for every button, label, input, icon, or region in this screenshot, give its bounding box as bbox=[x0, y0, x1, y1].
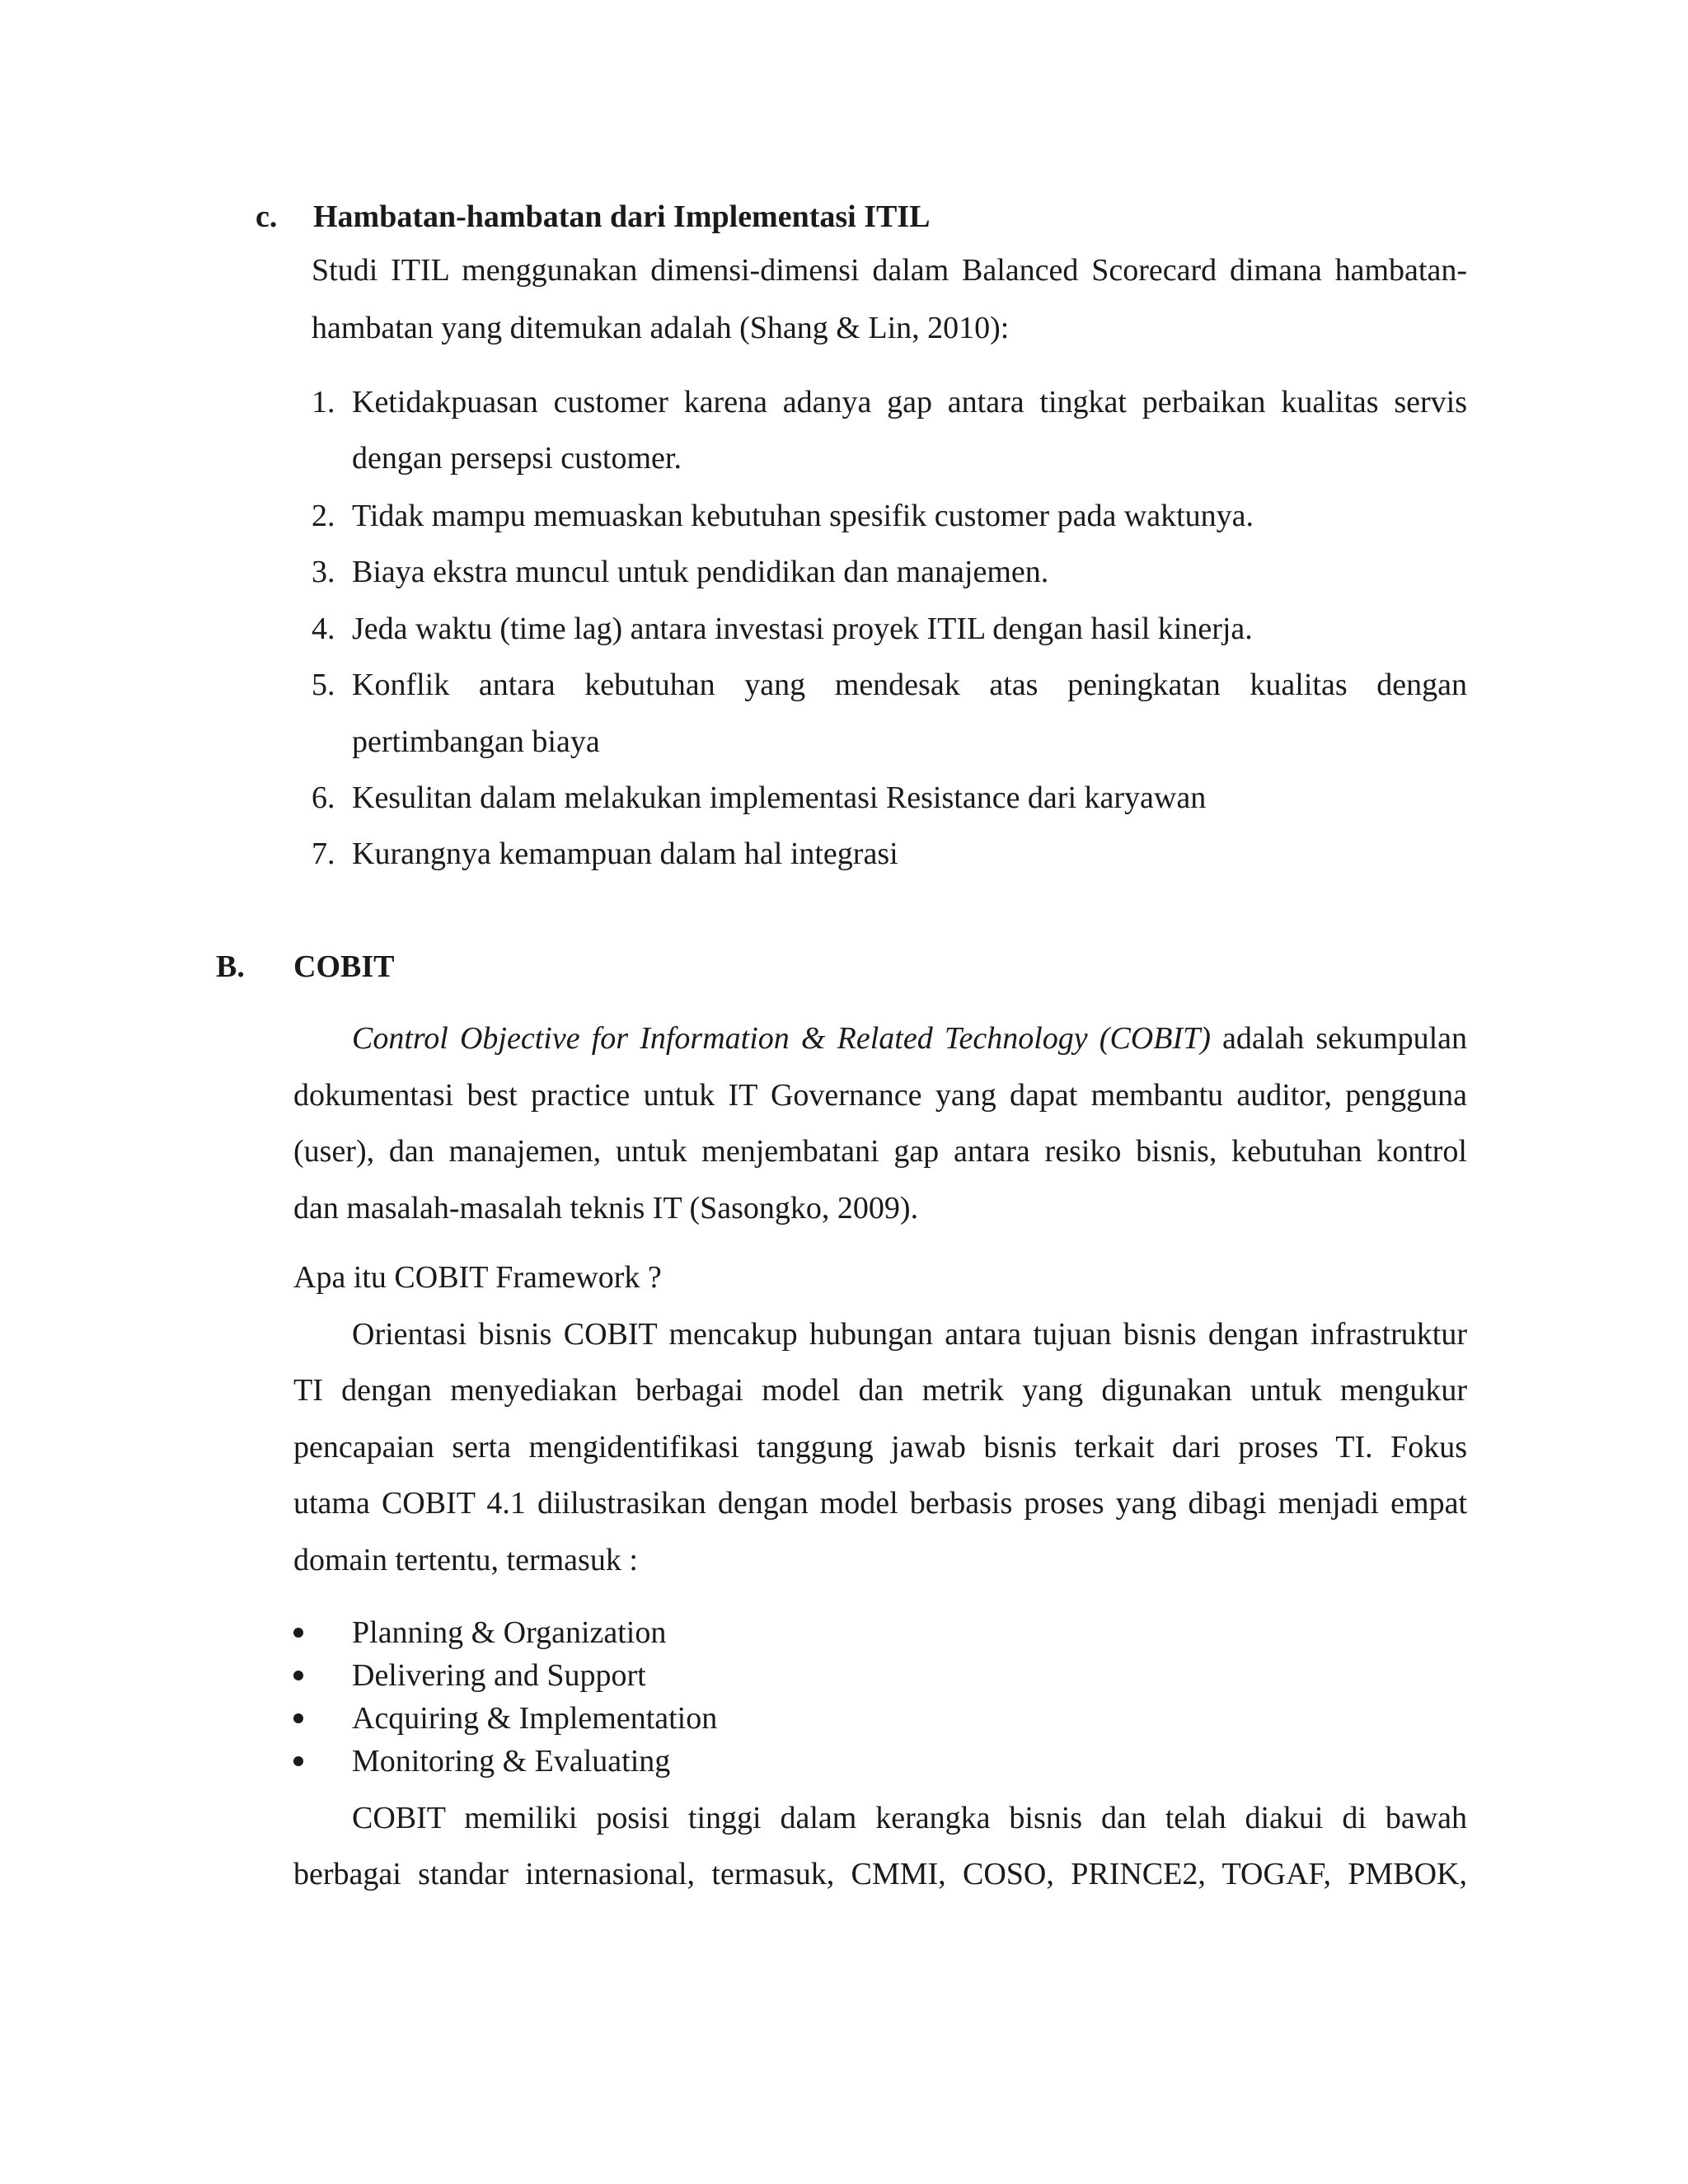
list-item: Delivering and Support bbox=[352, 1658, 646, 1693]
list-item: Planning & Organization bbox=[352, 1615, 667, 1650]
list-item-number: 2. bbox=[312, 499, 335, 533]
section-b-title: COBIT bbox=[293, 949, 395, 984]
cobit-orientation-line3: pencapaian serta mengidentifikasi tanggung jawab bisnis terkait dari proses TI. Fokus bbox=[293, 1430, 1467, 1465]
cobit-orientation-line2: TI dengan menyediakan berbagai model dan metrik yang digunakan untuk mengukur bbox=[293, 1373, 1467, 1408]
list-item-continuation: dengan persepsi customer. bbox=[352, 441, 682, 476]
list-item: Kurangnya kemampuan dalam hal integrasi bbox=[352, 837, 898, 871]
bullet-icon bbox=[293, 1671, 303, 1680]
cobit-orientation-line4: utama COBIT 4.1 diilustrasikan dengan model berbasis proses yang dibagi menjadi empat bbox=[293, 1486, 1467, 1521]
cobit-question: Apa itu COBIT Framework ? bbox=[293, 1260, 662, 1295]
list-item: Acquiring & Implementation bbox=[352, 1701, 718, 1736]
cobit-definition-line1 bbox=[352, 1019, 1467, 1057]
list-item: Kesulitan dalam melakukan implementasi Resistance dari karyawan bbox=[352, 780, 1207, 815]
list-item-number: 6. bbox=[312, 780, 335, 815]
list-item: Tidak mampu memuaskan kebutuhan spesifik customer pada waktunya. bbox=[352, 499, 1254, 533]
bullet-icon bbox=[293, 1756, 303, 1766]
list-item: Biaya ekstra muncul untuk pendidikan dan manajemen. bbox=[352, 555, 1049, 589]
section-c-label: c. bbox=[256, 199, 278, 234]
section-b-label: B. bbox=[216, 949, 245, 984]
cobit-standards-line2: berbagai standar internasional, termasuk, CMMI, COSO, PRINCE2, TOGAF, PMBOK, bbox=[293, 1857, 1467, 1891]
bullet-icon bbox=[293, 1628, 303, 1638]
cobit-definition-term: Control Objective for Information & Related Technology (COBIT) bbox=[352, 1021, 1211, 1056]
cobit-definition-line3: (user), dan manajemen, untuk menjembatani gap antara resiko bisnis, kebutuhan kontrol bbox=[293, 1134, 1467, 1169]
list-item-number: 5. bbox=[312, 668, 335, 702]
list-item-number: 4. bbox=[312, 612, 335, 646]
list-item: Konflik antara kebutuhan yang mendesak atas peningkatan kualitas dengan bbox=[352, 668, 1467, 702]
list-item-continuation: pertimbangan biaya bbox=[352, 724, 600, 759]
cobit-definition-rest: adalah sekumpulan bbox=[1210, 1021, 1468, 1056]
cobit-orientation-line5: domain tertentu, termasuk : bbox=[293, 1543, 638, 1577]
list-item-number: 7. bbox=[312, 837, 335, 871]
cobit-orientation-line1: Orientasi bisnis COBIT mencakup hubungan antara tujuan bisnis dengan infrastruktur bbox=[352, 1317, 1467, 1352]
cobit-definition-line2: dokumentasi best practice untuk IT Governance yang dapat membantu auditor, pengguna bbox=[293, 1078, 1467, 1113]
list-item-number: 3. bbox=[312, 555, 335, 589]
cobit-standards-line1: COBIT memiliki posisi tinggi dalam kerangka bisnis dan telah diakui di bawah bbox=[352, 1801, 1467, 1835]
bullet-icon bbox=[293, 1713, 303, 1723]
list-item: Ketidakpuasan customer karena adanya gap antara tingkat perbaikan kualitas servis bbox=[352, 385, 1467, 419]
list-item: Jeda waktu (time lag) antara investasi proyek ITIL dengan hasil kinerja. bbox=[352, 612, 1253, 646]
cobit-definition-line4: dan masalah-masalah teknis IT (Sasongko, 2009). bbox=[293, 1191, 919, 1226]
section-c-title: Hambatan-hambatan dari Implementasi ITIL bbox=[313, 199, 931, 234]
section-c-intro-line1: Studi ITIL menggunakan dimensi-dimensi dalam Balanced Scorecard dimana hambatan- bbox=[312, 253, 1467, 288]
list-item-number: 1. bbox=[312, 385, 335, 419]
section-c-intro-line2: hambatan yang ditemukan adalah (Shang & Lin, 2010): bbox=[312, 311, 1010, 345]
list-item: Monitoring & Evaluating bbox=[352, 1744, 671, 1779]
